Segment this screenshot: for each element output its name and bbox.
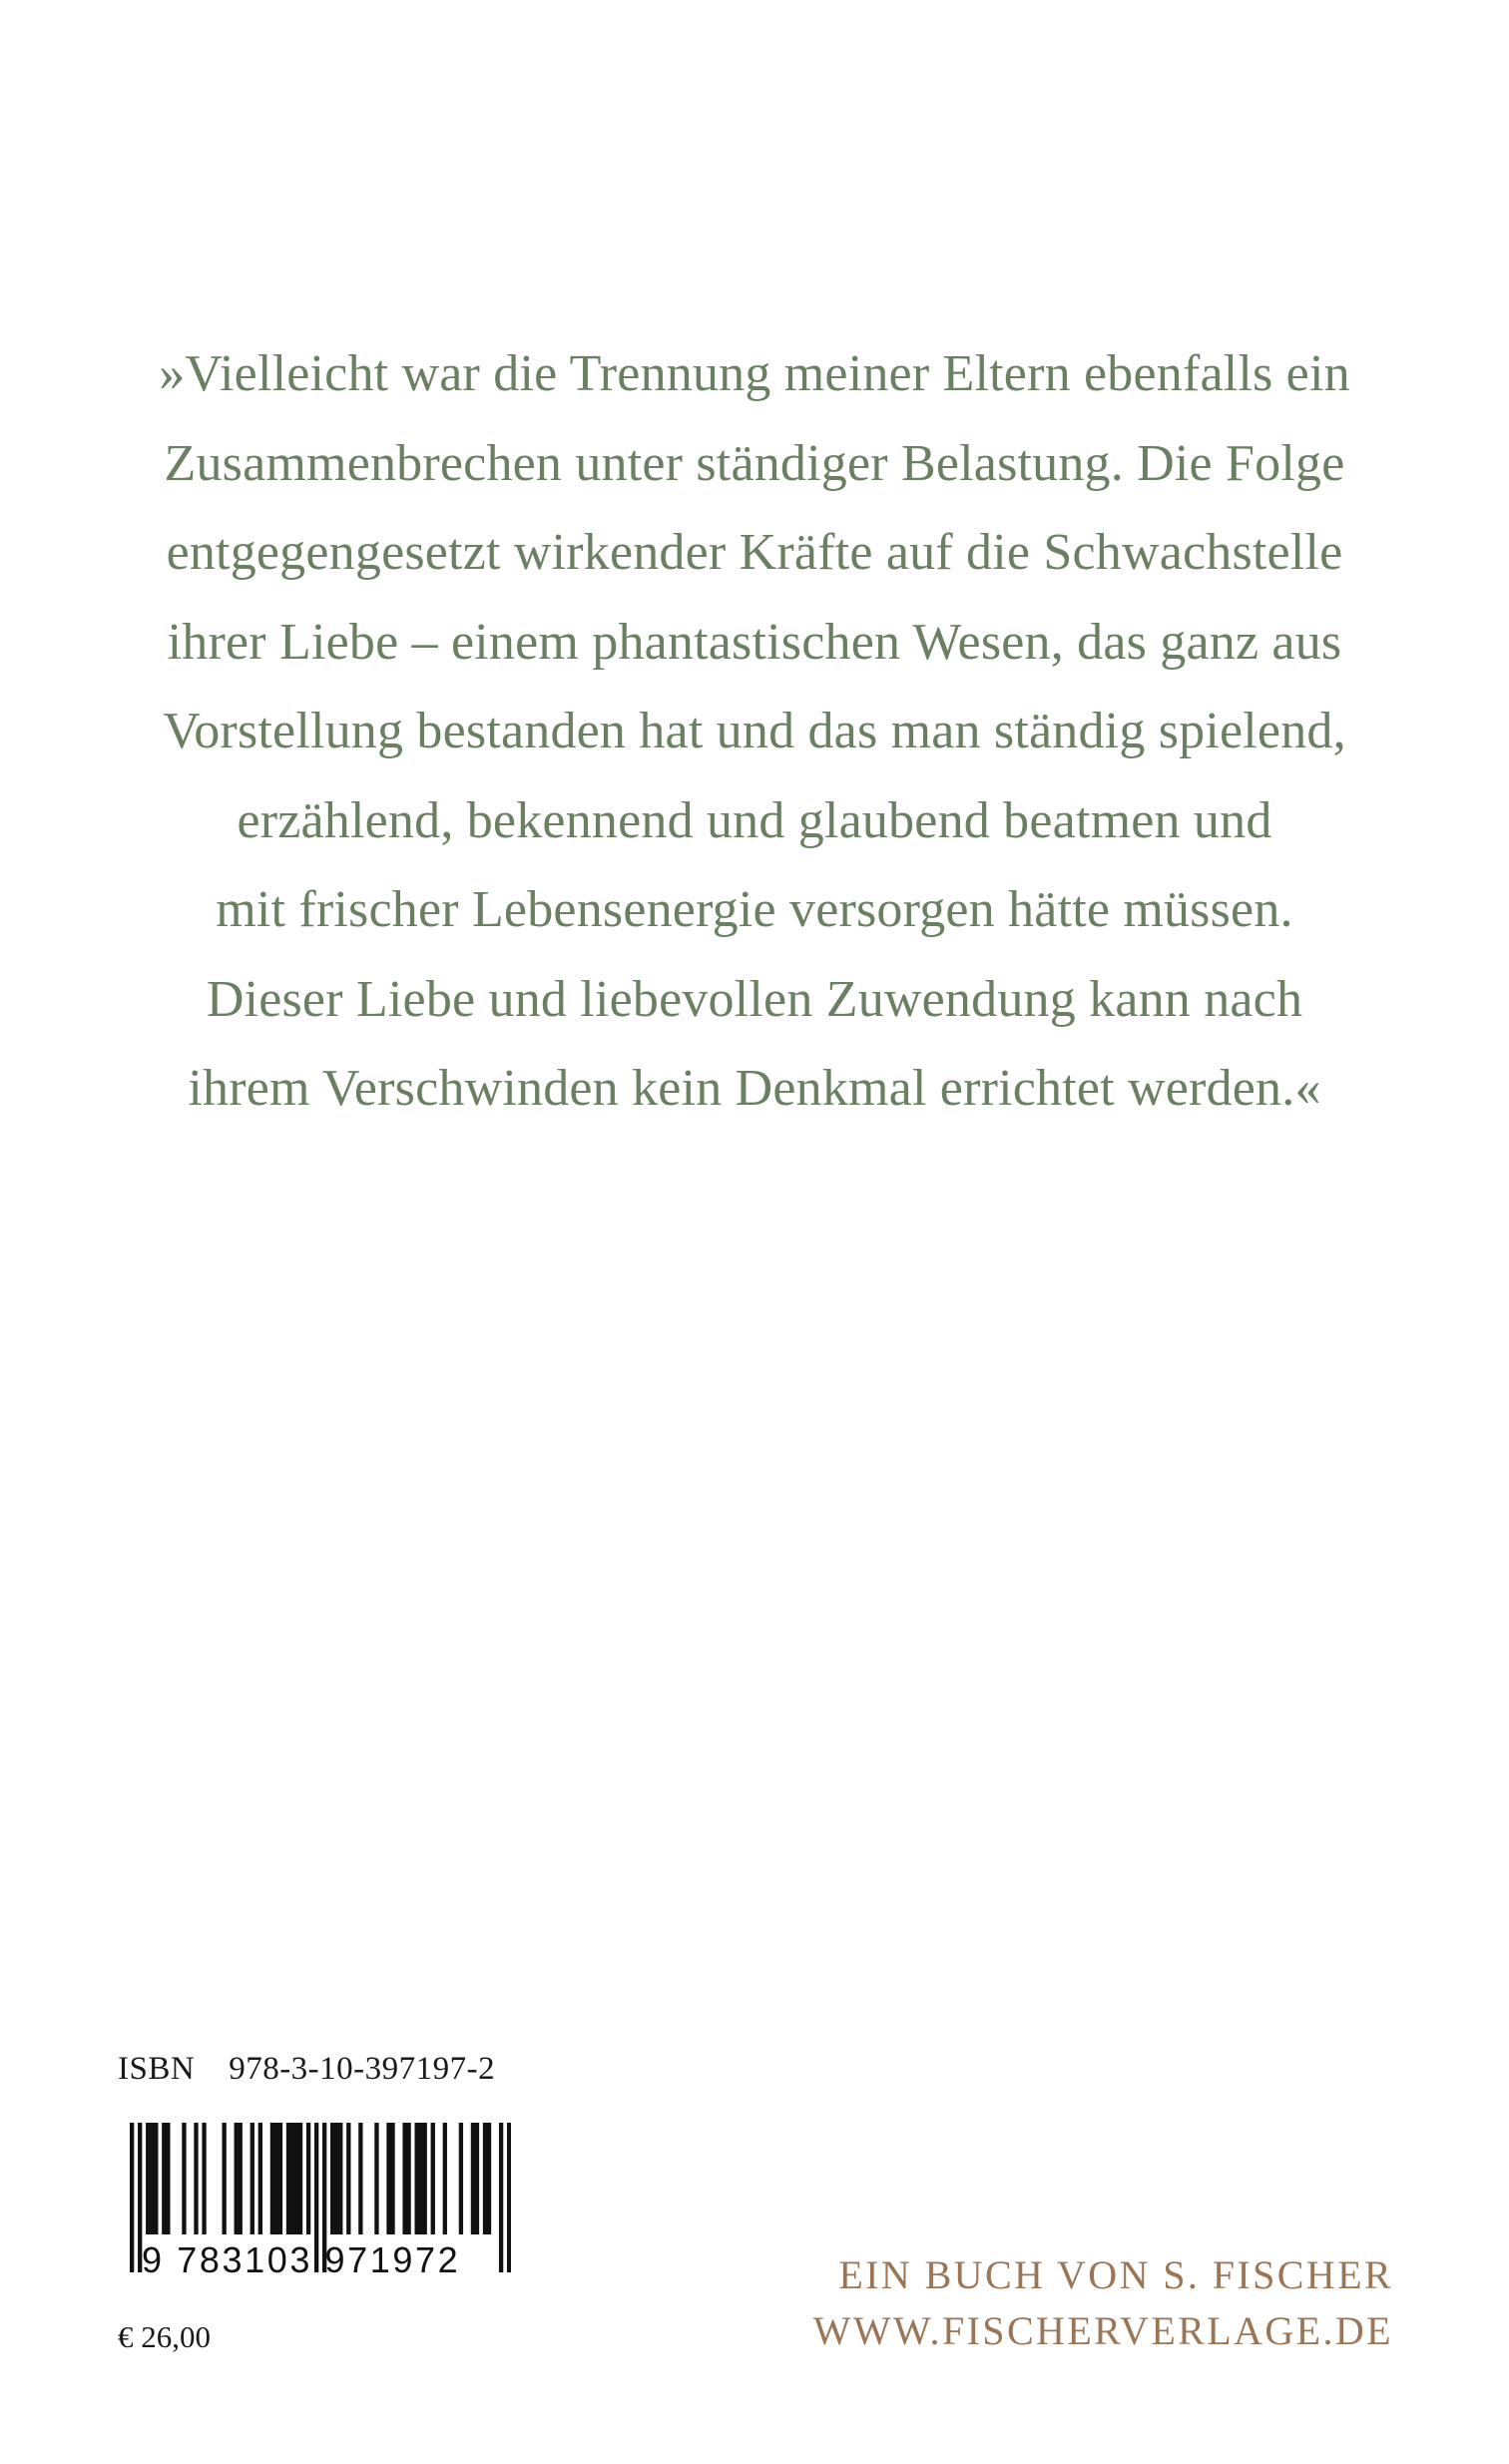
barcode-bar bbox=[251, 2123, 254, 2234]
isbn-line bbox=[118, 2049, 495, 2089]
barcode-bar bbox=[390, 2123, 394, 2234]
blurb-quote bbox=[60, 329, 1449, 1134]
barcode-bar bbox=[507, 2123, 511, 2272]
barcode-bar bbox=[431, 2123, 435, 2234]
price-label: € 26,00 bbox=[118, 2319, 211, 2354]
quote-line: ihrem Verschwinden kein Denkmal errichtet werden.« bbox=[188, 1060, 1321, 1117]
barcode-bar bbox=[306, 2123, 310, 2234]
quote-line: Zusammenbrechen unter ständiger Belastung. Die Folge bbox=[164, 434, 1345, 492]
publisher-name: EIN BUCH VON S. FISCHER bbox=[838, 2252, 1393, 2297]
barcode-bar bbox=[402, 2123, 406, 2234]
quote-line: Vorstellung bestanden hat und das man ständig spielend, bbox=[163, 703, 1346, 759]
barcode-bar bbox=[162, 2123, 166, 2234]
barcode-bar bbox=[330, 2123, 334, 2234]
barcode-bar bbox=[346, 2123, 350, 2234]
barcode-bar bbox=[222, 2123, 226, 2234]
barcode-bar bbox=[471, 2123, 475, 2234]
barcode-bar bbox=[374, 2123, 378, 2234]
barcode-digits: 9 783103 971972 bbox=[142, 2239, 461, 2280]
barcode-bar bbox=[483, 2123, 487, 2234]
barcode-bar bbox=[278, 2123, 282, 2234]
quote-line: Dieser Liebe und liebevollen Zuwendung kann nach bbox=[206, 970, 1303, 1028]
barcode-bar bbox=[290, 2123, 294, 2234]
barcode-bar bbox=[239, 2123, 243, 2234]
barcode-bars bbox=[130, 2123, 511, 2332]
barcode-bar bbox=[130, 2123, 134, 2272]
barcode-bar bbox=[423, 2123, 427, 2234]
barcode-bar bbox=[459, 2123, 463, 2234]
barcode-bar bbox=[298, 2123, 302, 2234]
barcode-bar bbox=[338, 2123, 342, 2234]
barcode-bar bbox=[258, 2123, 262, 2234]
barcode-bar bbox=[166, 2123, 170, 2234]
isbn-number: 978-3-10-397197-2 bbox=[229, 2051, 496, 2087]
ean-barcode bbox=[130, 2123, 511, 2332]
barcode-bar bbox=[443, 2123, 447, 2234]
barcode-bar bbox=[194, 2123, 198, 2234]
barcode-bar bbox=[270, 2123, 274, 2234]
quote-line: mit frischer Lebensenergie versorgen hätte müssen. bbox=[216, 881, 1293, 938]
barcode-bar bbox=[286, 2123, 290, 2234]
quote-line: entgegengesetzt wirkender Kräfte auf die Schwachstelle bbox=[166, 524, 1343, 581]
barcode-bar bbox=[358, 2123, 362, 2234]
barcode-bar bbox=[150, 2123, 154, 2234]
publisher-imprint bbox=[813, 2247, 1393, 2359]
barcode-bar bbox=[386, 2123, 390, 2234]
barcode-bar bbox=[487, 2123, 491, 2234]
barcode-bar bbox=[154, 2123, 158, 2234]
quote-line: ihrer Liebe – einem phantastischen Wesen, das ganz aus bbox=[167, 613, 1342, 671]
publisher-website: WWW.FISCHERVERLAGE.DE bbox=[812, 2308, 1393, 2353]
quote-line: »Vielleicht war die Trennung meiner Eltern ebenfalls ein bbox=[159, 345, 1350, 402]
barcode-bar bbox=[406, 2123, 410, 2234]
quote-line: erzählend, bekennend und glaubend beatmen und bbox=[237, 791, 1272, 849]
barcode-bar bbox=[414, 2123, 418, 2234]
barcode-bar bbox=[182, 2123, 186, 2234]
barcode-bar bbox=[146, 2123, 150, 2234]
barcode-bar bbox=[274, 2123, 278, 2234]
barcode-bar bbox=[235, 2123, 239, 2234]
barcode-bar bbox=[475, 2123, 479, 2234]
barcode-bar bbox=[202, 2123, 206, 2234]
barcode-bar bbox=[419, 2123, 423, 2234]
barcode-bar bbox=[334, 2123, 338, 2234]
isbn-label: ISBN bbox=[118, 2051, 196, 2087]
barcode-bar bbox=[294, 2123, 298, 2234]
